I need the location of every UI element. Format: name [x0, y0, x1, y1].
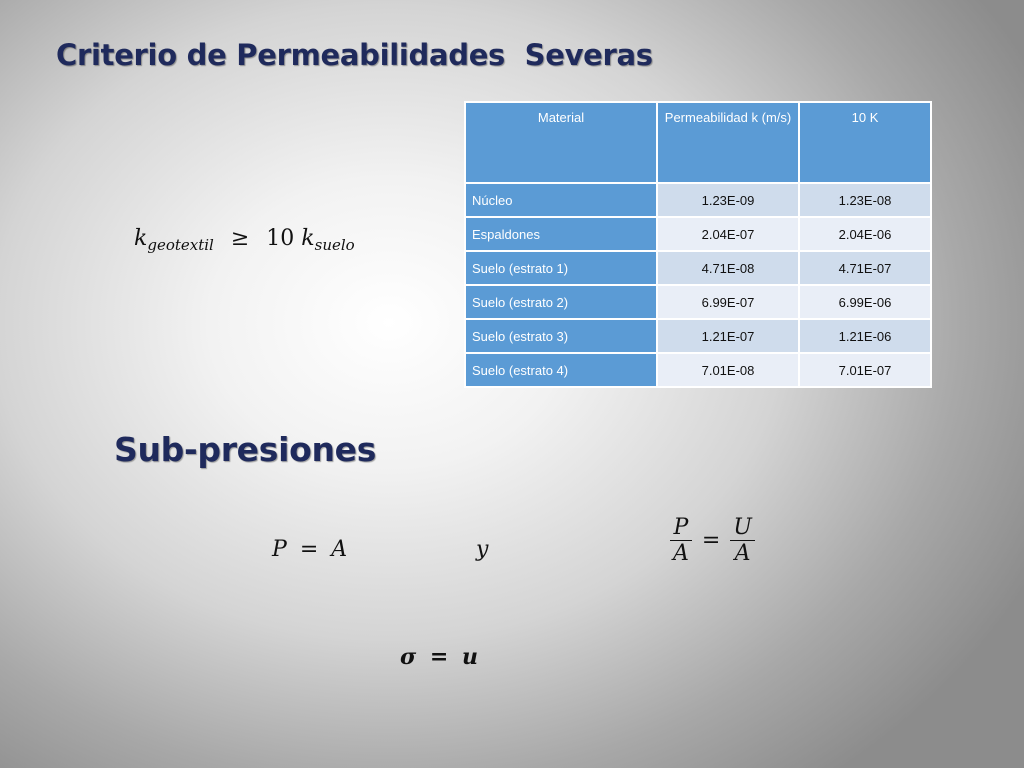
frac2-numerator: U — [730, 515, 755, 541]
frac1-denominator: A — [673, 541, 689, 566]
ten-k-cell: 4.71E-07 — [799, 251, 931, 285]
eq3-left: σ — [400, 644, 417, 670]
ten-k-cell: 2.04E-06 — [799, 217, 931, 251]
eq3-right: u — [462, 644, 479, 670]
eq3-operator: = — [429, 644, 449, 670]
eq1-right: A — [331, 537, 348, 562]
criterion-lhs-sub: geotextil — [147, 236, 214, 254]
material-cell: Suelo (estrato 2) — [465, 285, 657, 319]
slide-title: Criterio de Permeabilidades Severas — [56, 38, 653, 72]
permeability-cell: 1.23E-09 — [657, 183, 799, 217]
permeability-cell: 6.99E-07 — [657, 285, 799, 319]
table-row — [465, 319, 931, 353]
criterion-rhs-var: k — [301, 226, 315, 251]
permeability-cell: 4.71E-08 — [657, 251, 799, 285]
equation-connector — [476, 537, 488, 562]
table-row — [465, 183, 931, 217]
material-cell: Suelo (estrato 1) — [465, 251, 657, 285]
fraction-u-over-a — [730, 515, 755, 566]
criterion-rhs-sub: suelo — [314, 236, 355, 254]
fraction-p-over-a — [670, 515, 692, 566]
header-material: Material — [465, 102, 657, 183]
table-row — [465, 285, 931, 319]
header-10k: 10 K — [799, 102, 931, 183]
permeability-cell: 7.01E-08 — [657, 353, 799, 387]
connector-y: y — [476, 537, 489, 562]
section-subtitle: Sub-presiones — [114, 430, 377, 469]
frac2-denominator: A — [734, 541, 751, 566]
equation-sigma-equals-u — [400, 644, 478, 670]
material-cell: Núcleo — [465, 183, 657, 217]
ten-k-cell: 1.23E-08 — [799, 183, 931, 217]
frac-operator: = — [701, 528, 721, 553]
ten-k-cell: 6.99E-06 — [799, 285, 931, 319]
equation-p-equals-a — [272, 537, 347, 562]
permeability-criterion — [134, 226, 355, 254]
table-header-row — [465, 102, 931, 183]
table-row — [465, 353, 931, 387]
criterion-factor: 10 — [266, 226, 295, 251]
material-cell: Suelo (estrato 3) — [465, 319, 657, 353]
table-row — [465, 217, 931, 251]
permeability-table — [464, 101, 932, 388]
material-cell: Suelo (estrato 4) — [465, 353, 657, 387]
permeability-cell: 2.04E-07 — [657, 217, 799, 251]
eq1-operator: = — [299, 537, 319, 562]
equation-fractions — [670, 515, 755, 566]
criterion-lhs-var: k — [134, 226, 148, 251]
ten-k-cell: 1.21E-06 — [799, 319, 931, 353]
eq1-left: P — [272, 537, 287, 562]
material-cell: Espaldones — [465, 217, 657, 251]
criterion-operator: ≥ — [230, 226, 250, 251]
frac1-numerator: P — [670, 515, 692, 541]
header-permeability: Permeabilidad k (m/s) — [657, 102, 799, 183]
permeability-cell: 1.21E-07 — [657, 319, 799, 353]
table-row — [465, 251, 931, 285]
ten-k-cell: 7.01E-07 — [799, 353, 931, 387]
